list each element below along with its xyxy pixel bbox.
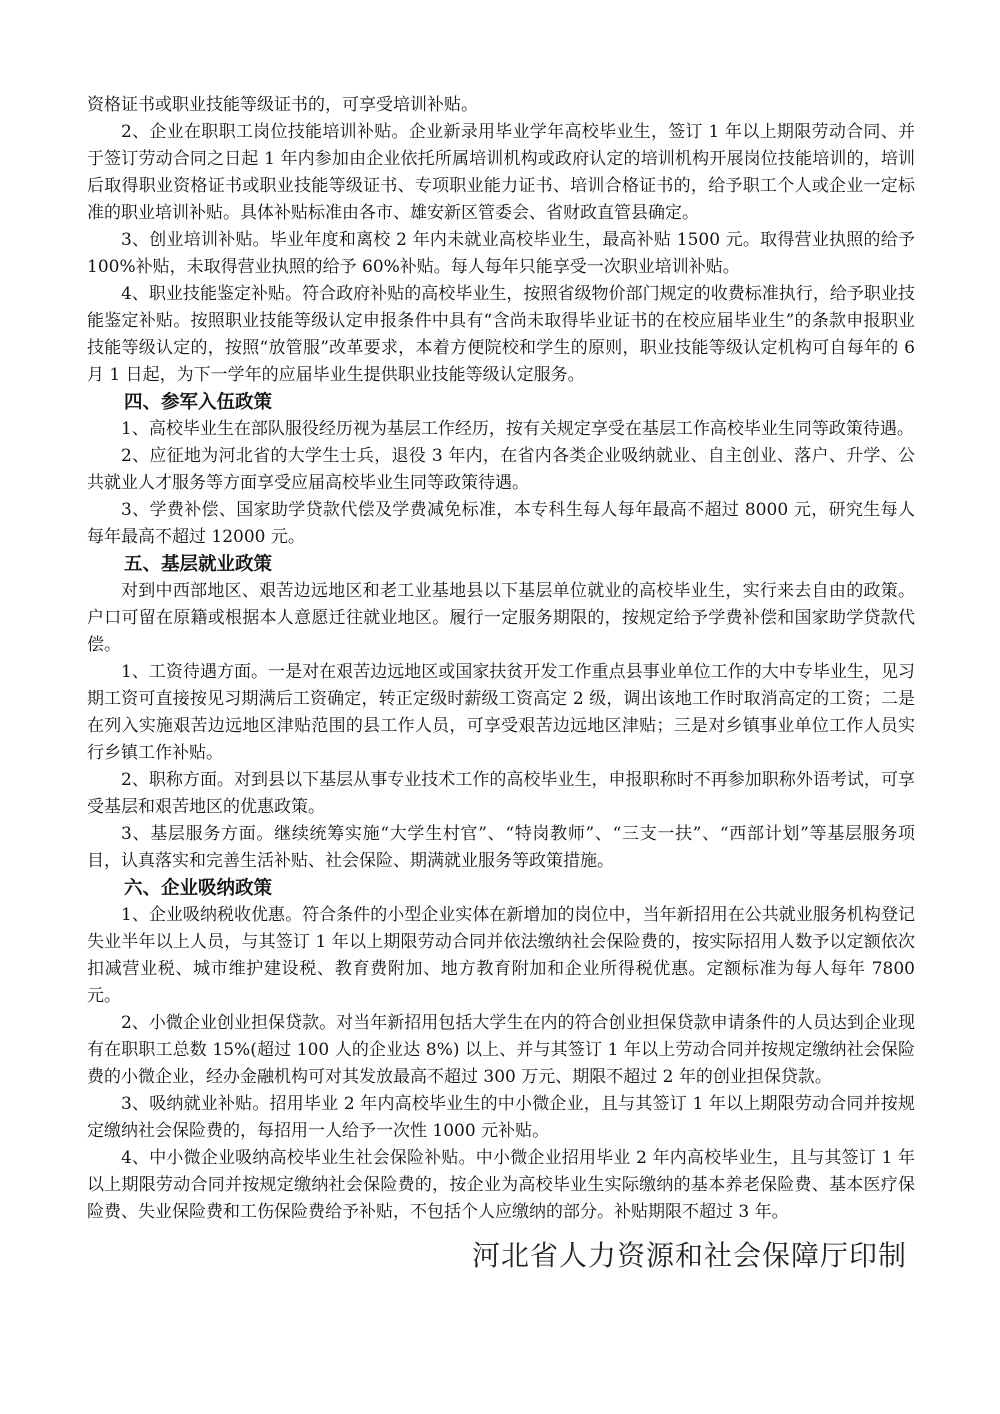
section-heading: 五、基层就业政策 <box>124 554 273 575</box>
paragraph: 2、应征地为河北省的大学生士兵，退役 3 年内，在省内各类企业吸纳就业、自主创业、落户、升学、公共就业人才服务等方面享受应届高校毕业生同等政策待遇。 <box>87 446 915 493</box>
paragraph: 1、工资待遇方面。一是对在艰苦边远地区或国家扶贫开发工作重点县事业单位工作的大中专毕业生，见习期工资可直接按见习期满后工资确定，转正定级时薪级工资高定 2 级，调出该地工作时取消高定的工资；二是在列入实施艰苦边远地区津贴范围的县工作人员，可享受艰苦边远地区津贴；三是对乡镇事业单位工作人员实行乡镇工作补贴。 <box>87 662 915 763</box>
paragraph: 3、基层服务方面。继续统筹实施“大学生村官”、“特岗教师”、“三支一扶”、“西部计划”等基层服务项目，认真落实和完善生活补贴、社会保险、期满就业服务等政策措施。 <box>87 824 915 871</box>
paragraph: 3、学费补偿、国家助学贷款代偿及学费减免标准，本专科生每人每年最高不超过 8000 元，研究生每人每年最高不超过 12000 元。 <box>87 500 915 547</box>
section-heading: 六、企业吸纳政策 <box>124 878 273 899</box>
paragraph: 4、职业技能鉴定补贴。符合政府补贴的高校毕业生，按照省级物价部门规定的收费标准执行，给予职业技能鉴定补贴。按照职业技能等级认定申报条件中具有“含尚未取得毕业证书的在校应届毕业生”的条款申报职业技能等级认定的，按照“放管服”改革要求，本着方便院校和学生的原则，职业技能等级认定机构可自每年的 6 月 1 日起，为下一学年的应届毕业生提供职业技能等级认定服务。 <box>87 284 915 385</box>
paragraph: 对到中西部地区、艰苦边远地区和老工业基地县以下基层单位就业的高校毕业生，实行来去自由的政策。户口可留在原籍或根据本人意愿迁往就业地区。履行一定服务期限的，按规定给予学费补偿和国家助学贷款代偿。 <box>87 581 915 655</box>
paragraph: 3、吸纳就业补贴。招用毕业 2 年内高校毕业生的中小微企业，且与其签订 1 年以上期限劳动合同并按规定缴纳社会保险费的，每招用一人给予一次性 1000 元补贴。 <box>87 1094 915 1141</box>
paragraph: 1、企业吸纳税收优惠。符合条件的小型企业实体在新增加的岗位中，当年新招用在公共就业服务机构登记失业半年以上人员，与其签订 1 年以上期限劳动合同并依法缴纳社会保险费的，按实际招用人数予以定额依次扣减营业税、城市维护建设税、教育费附加、地方教育附加和企业所得税优惠。定额标准为每人每年 7800 元。 <box>87 905 915 1006</box>
paragraph: 1、高校毕业生在部队服役经历视为基层工作经历，按有关规定享受在基层工作高校毕业生同等政策待遇。 <box>121 419 914 439</box>
document-body <box>87 92 915 1276</box>
paragraph: 2、小微企业创业担保贷款。对当年新招用包括大学生在内的符合创业担保贷款申请条件的人员达到企业现有在职职工总数 15%(超过 100 人的企业达 8%) 以上、并与其签订 1 年以上劳动合同并按规定缴纳社会保险费的小微企业，经办金融机构可对其发放最高不超过 300 万元、期限不超过 2 年的创业担保贷款。 <box>87 1013 915 1087</box>
section-heading: 四、参军入伍政策 <box>124 392 273 413</box>
paragraph: 2、职称方面。对到县以下基层从事专业技术工作的高校毕业生，申报职称时不再参加职称外语考试，可享受基层和艰苦地区的优惠政策。 <box>87 770 915 817</box>
paragraph: 3、创业培训补贴。毕业年度和离校 2 年内未就业高校毕业生，最高补贴 1500 元。取得营业执照的给予 100%补贴，未取得营业执照的给予 60%补贴。每人每年只能享受一次职业培训补贴。 <box>87 230 915 277</box>
paragraph: 4、中小微企业吸纳高校毕业生社会保险补贴。中小微企业招用毕业 2 年内高校毕业生，且与其签订 1 年以上期限劳动合同并按规定缴纳社会保险费的，按企业为高校毕业生实际缴纳的基本养老保险费、基本医疗保险费、失业保险费和工伤保险费给予补贴，不包括个人应缴纳的部分。补贴期限不超过 3 年。 <box>87 1148 915 1222</box>
paragraph: 2、企业在职职工岗位技能培训补贴。企业新录用毕业学年高校毕业生，签订 1 年以上期限劳动合同、并于签订劳动合同之日起 1 年内参加由企业依托所属培训机构或政府认定的培训机构开展岗位技能培训的，培训后取得职业资格证书或职业技能等级证书、专项职业能力证书、培训合格证书的，给予职工个人或企业一定标准的职业培训补贴。具体补贴标准由各市、雄安新区管委会、省财政直管县确定。 <box>87 122 915 223</box>
issuer-signature: 河北省人力资源和社会保障厅印制 <box>471 1239 907 1272</box>
paragraph: 资格证书或职业技能等级证书的，可享受培训补贴。 <box>87 95 478 115</box>
